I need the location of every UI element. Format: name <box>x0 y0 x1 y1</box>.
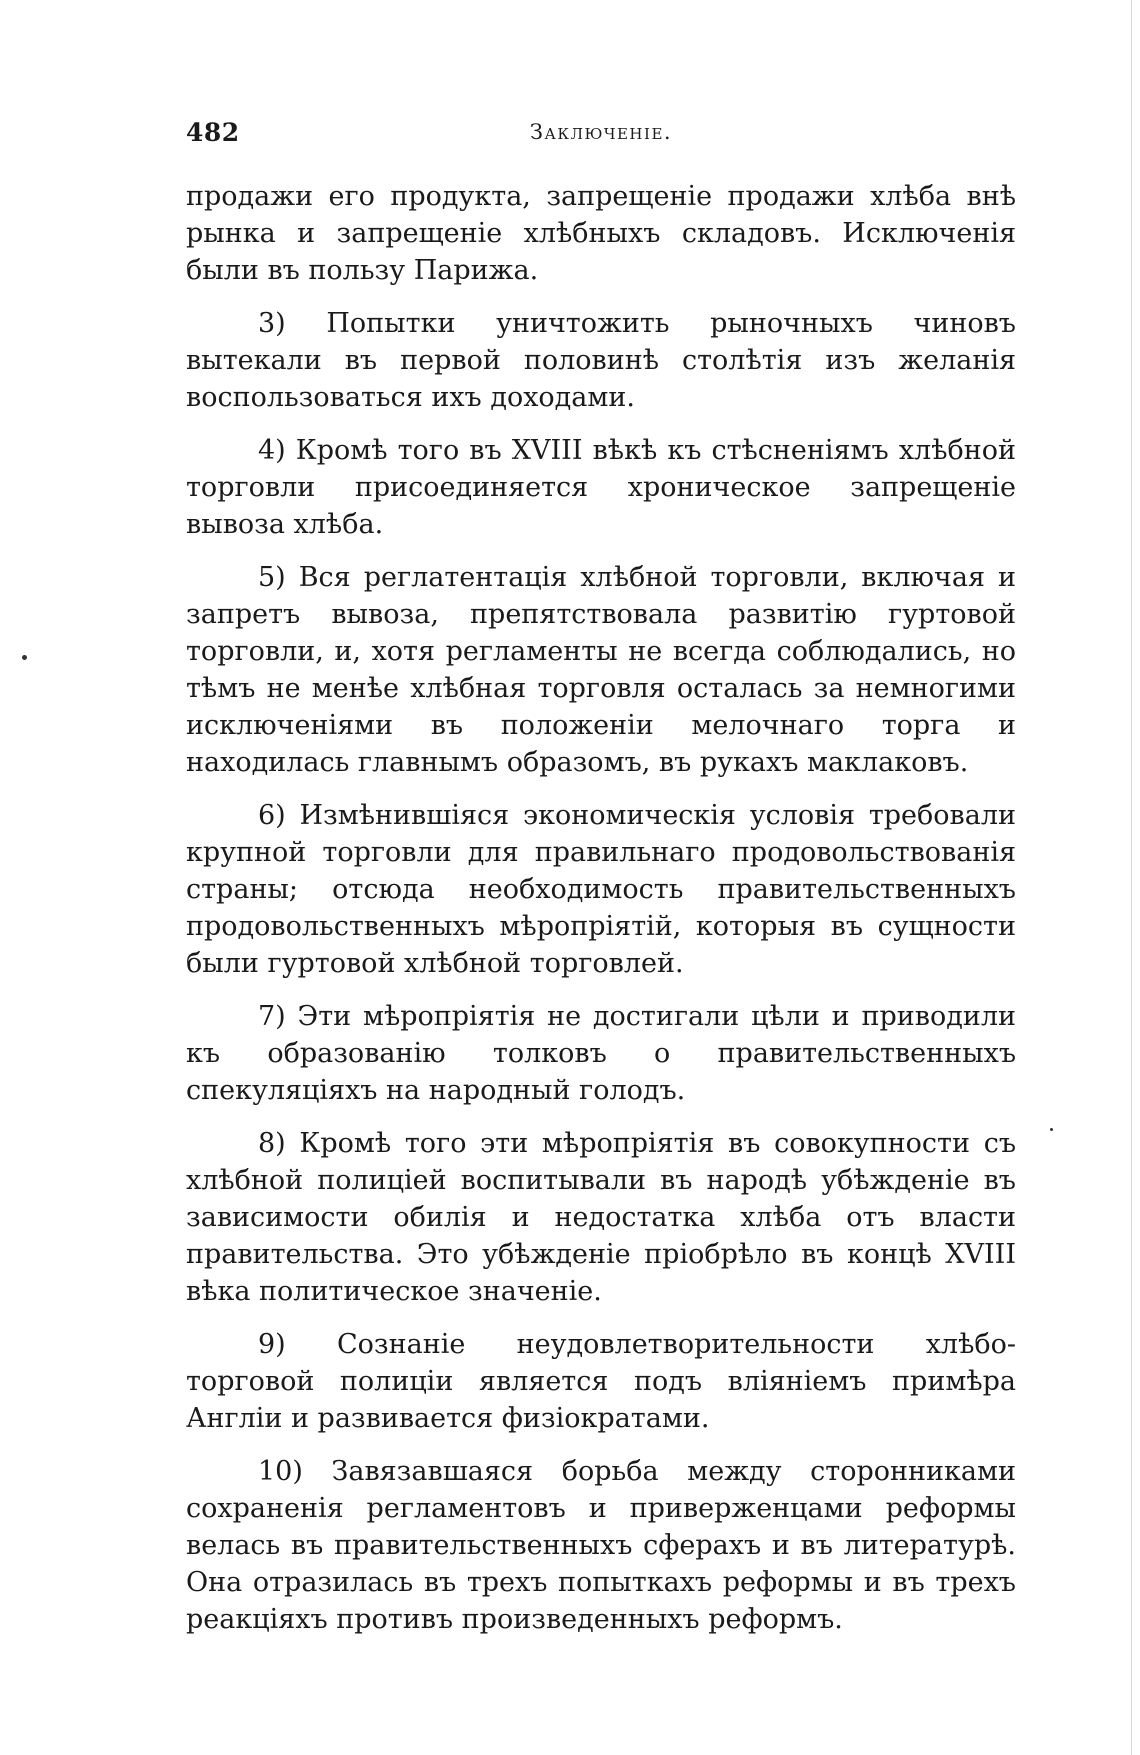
paragraph-item-6: 6) Измѣнившіяся экономическія условія требовали крупной торговли для правильнаго продовольствованія страны; отсюда необходимость правительственныхъ продовольственныхъ мѣропріятій, которыя въ сущности были гуртовой хлѣбной торговлей. <box>186 800 1016 979</box>
paragraph-item-4: 4) Кромѣ того въ XVIII вѣкѣ къ стѣсненіямъ хлѣбной торговли присоединяется хроническое запрещеніе вывоза хлѣба. <box>186 435 1016 540</box>
paragraph-item-8: 8) Кромѣ того эти мѣропріятія въ совокупности съ хлѣбной полиціей воспитывали въ народѣ убѣжденіе въ зависимости обилія и недостатка хлѣба отъ власти правительства. Это убѣжденіе пріобрѣло въ концѣ XVIII вѣка политическое значеніе. <box>186 1128 1016 1307</box>
scan-edge-line <box>1131 0 1132 1755</box>
paragraph-continuation: продажи его продукта, запрещеніе продажи хлѣба внѣ рынка и запрещеніе хлѣбныхъ складовъ. Исключенія были въ пользу Парижа. <box>186 181 1016 286</box>
scan-speck <box>22 655 27 660</box>
running-head: Заключеніе. <box>529 120 673 144</box>
page-number: 482 <box>186 118 240 147</box>
page-header <box>186 118 1016 152</box>
body-text <box>186 178 1016 1654</box>
paragraph-item-9: 9) Сознаніе неудовлетворительности хлѣбо-торговой полиціи является подъ вліяніемъ примѣра Англіи и развивается физіократами. <box>186 1329 1016 1434</box>
paragraph-item-10: 10) Завязавшаяся борьба между сторонниками сохраненія регламентовъ и приверженцами реформы велась въ правительственныхъ сферахъ и въ литературѣ. Она отразилась въ трехъ попыткахъ реформы и въ трехъ реакціяхъ противъ произведенныхъ реформъ. <box>186 1456 1016 1635</box>
scan-speck <box>1050 1128 1053 1131</box>
paragraph-item-3: 3) Попытки уничтожить рыночныхъ чиновъ вытекали въ первой половинѣ столѣтія изъ желанія воспользоваться ихъ доходами. <box>186 308 1016 413</box>
paragraph-item-5: 5) Вся реглатентація хлѣбной торговли, включая и запретъ вывоза, препятствовала развитію гуртовой торговли, и, хотя регламенты не всегда соблюдались, но тѣмъ не менѣе хлѣбная торговля осталась за немногими исключеніями въ положеніи мелочнаго торга и находилась главнымъ образомъ, въ рукахъ маклаковъ. <box>186 562 1016 778</box>
paragraph-item-7: 7) Эти мѣропріятія не достигали цѣли и приводили къ образованію толковъ о правительственныхъ спекуляціяхъ на народный голодъ. <box>186 1001 1016 1106</box>
